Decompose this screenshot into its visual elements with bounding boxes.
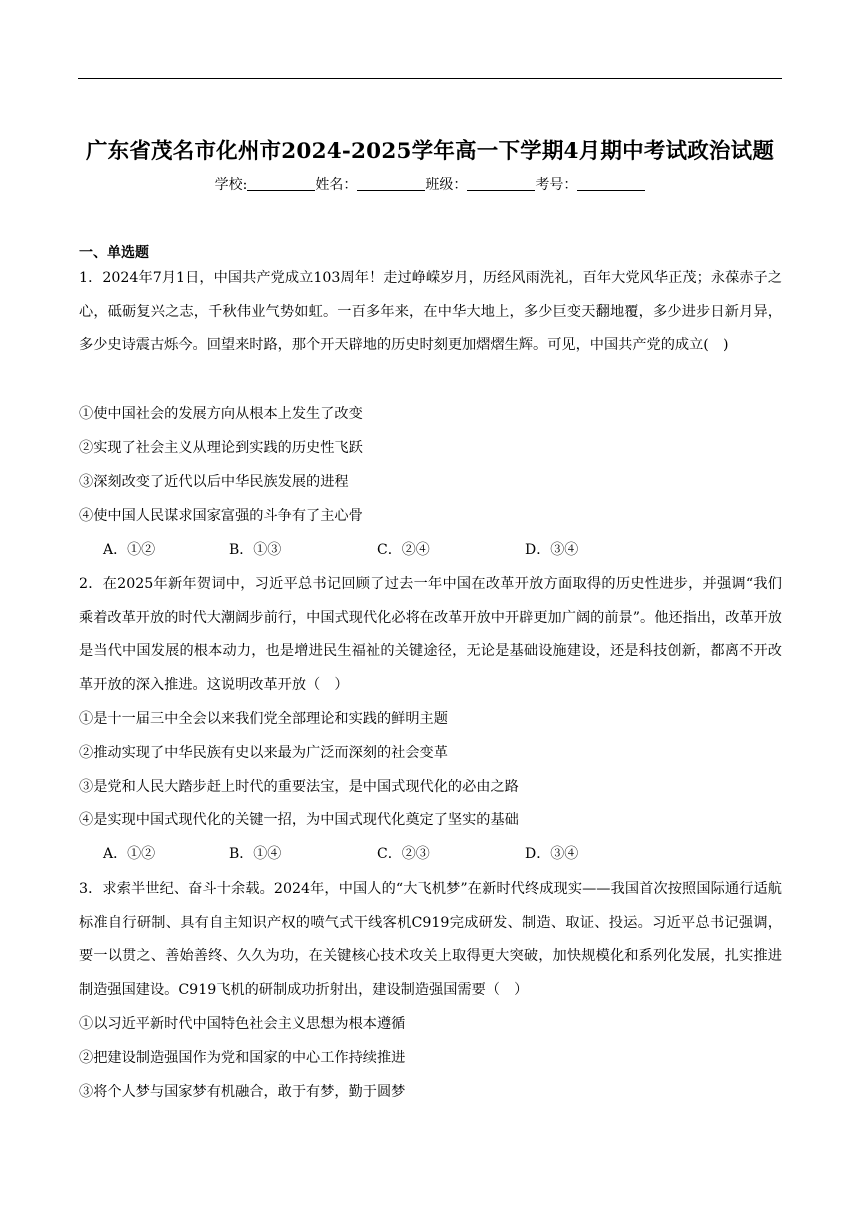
- number-label: 考号：: [535, 177, 578, 193]
- question-1-option: ①使中国社会的发展方向从根本上发生了改变: [79, 406, 363, 422]
- choice-b: B．①③: [229, 542, 282, 558]
- question-1-option: ④使中国人民谋求国家富强的斗争有了主心骨: [79, 508, 363, 524]
- question-2-option: ④是实现中国式现代化的关键一招，为中国式现代化奠定了坚实的基础: [79, 812, 519, 828]
- choice-a: A．①②: [103, 542, 156, 558]
- header-rule: [78, 78, 782, 79]
- question-2-option: ②推动实现了中华民族有史以来最为广泛而深刻的社会变革: [79, 745, 448, 761]
- name-blank: [357, 176, 425, 191]
- choice-d: D．③④: [525, 846, 579, 862]
- question-2-option: ③是党和人民大踏步赶上时代的重要法宝，是中国式现代化的必由之路: [79, 779, 519, 795]
- choice-d: D．③④: [525, 542, 579, 558]
- school-label: 学校:: [214, 177, 248, 193]
- choice-b: B．①④: [229, 846, 282, 862]
- class-label: 班级：: [425, 177, 468, 193]
- question-2-stem: 2．在2025年新年贺词中，习近平总书记回顾了过去一年中国在改革开放方面取得的历史性进步，并强调“我们乘着改革开放的时代大潮阔步前行，中国式现代化必将在改革开放中开辟更加广阔的前景”。他还指出，改革开放是当代中国发展的根本动力，也是增进民生福祉的关键途径，无论是基础设施建设，还是科技创新，都离不开改革开放的深入推进。这说明改革开放（ ）: [79, 576, 782, 693]
- student-info-line: [0, 174, 860, 194]
- question-2-option: ①是十一届三中全会以来我们党全部理论和实践的鲜明主题: [79, 711, 448, 727]
- section-heading: 一、单选题: [79, 245, 149, 261]
- exam-title: 广东省茂名市化州市2024-2025学年高一下学期4月期中考试政治试题: [85, 139, 775, 164]
- question-1-option: ②实现了社会主义从理论到实践的历史性飞跃: [79, 440, 363, 456]
- question-3-option: ③将个人梦与国家梦有机融合，敢于有梦，勤于圆梦: [79, 1084, 406, 1100]
- choice-c: C．②④: [377, 542, 430, 558]
- name-label: 姓名：: [315, 177, 358, 193]
- class-blank: [467, 176, 535, 191]
- question-1-option: ③深刻改变了近代以后中华民族发展的进程: [79, 474, 349, 490]
- question-3-option: ②把建设制造强国作为党和国家的中心工作持续推进: [79, 1050, 406, 1066]
- question-2-choices: [103, 844, 783, 864]
- question-3-option: ①以习近平新时代中国特色社会主义思想为根本遵循: [79, 1016, 406, 1032]
- question-3-stem: 3．求索半世纪、奋斗十余载。2024年，中国人的“大飞机梦”在新时代终成现实——我国首次按照国际通行适航标准自行研制、具有自主知识产权的喷气式干线客机C919完成研发、制造、取证、投运。习近平总书记强调，要一以贯之、善始善终、久久为功，在关键核心技术攻关上取得更大突破，加快规模化和系列化发展，扎实推进制造强国建设。C919飞机的研制成功折射出，建设制造强国需要（ ）: [79, 881, 782, 998]
- choice-a: A．①②: [103, 846, 156, 862]
- number-blank: [577, 176, 645, 191]
- school-blank: [247, 176, 315, 191]
- question-1-choices: [103, 540, 783, 560]
- question-1-stem: 1．2024年7月1日，中国共产党成立103周年！走过峥嵘岁月，历经风雨洗礼，百年大党风华正茂；永葆赤子之心，砥砺复兴之志，千秋伟业气势如虹。一百多年来，在中华大地上，多少巨变天翻地覆，多少进步日新月异，多少史诗震古烁今。回望来时路，那个开天辟地的历史时刻更加熠熠生辉。可见，中国共产党的成立( ): [79, 270, 782, 354]
- choice-c: C．②③: [377, 846, 430, 862]
